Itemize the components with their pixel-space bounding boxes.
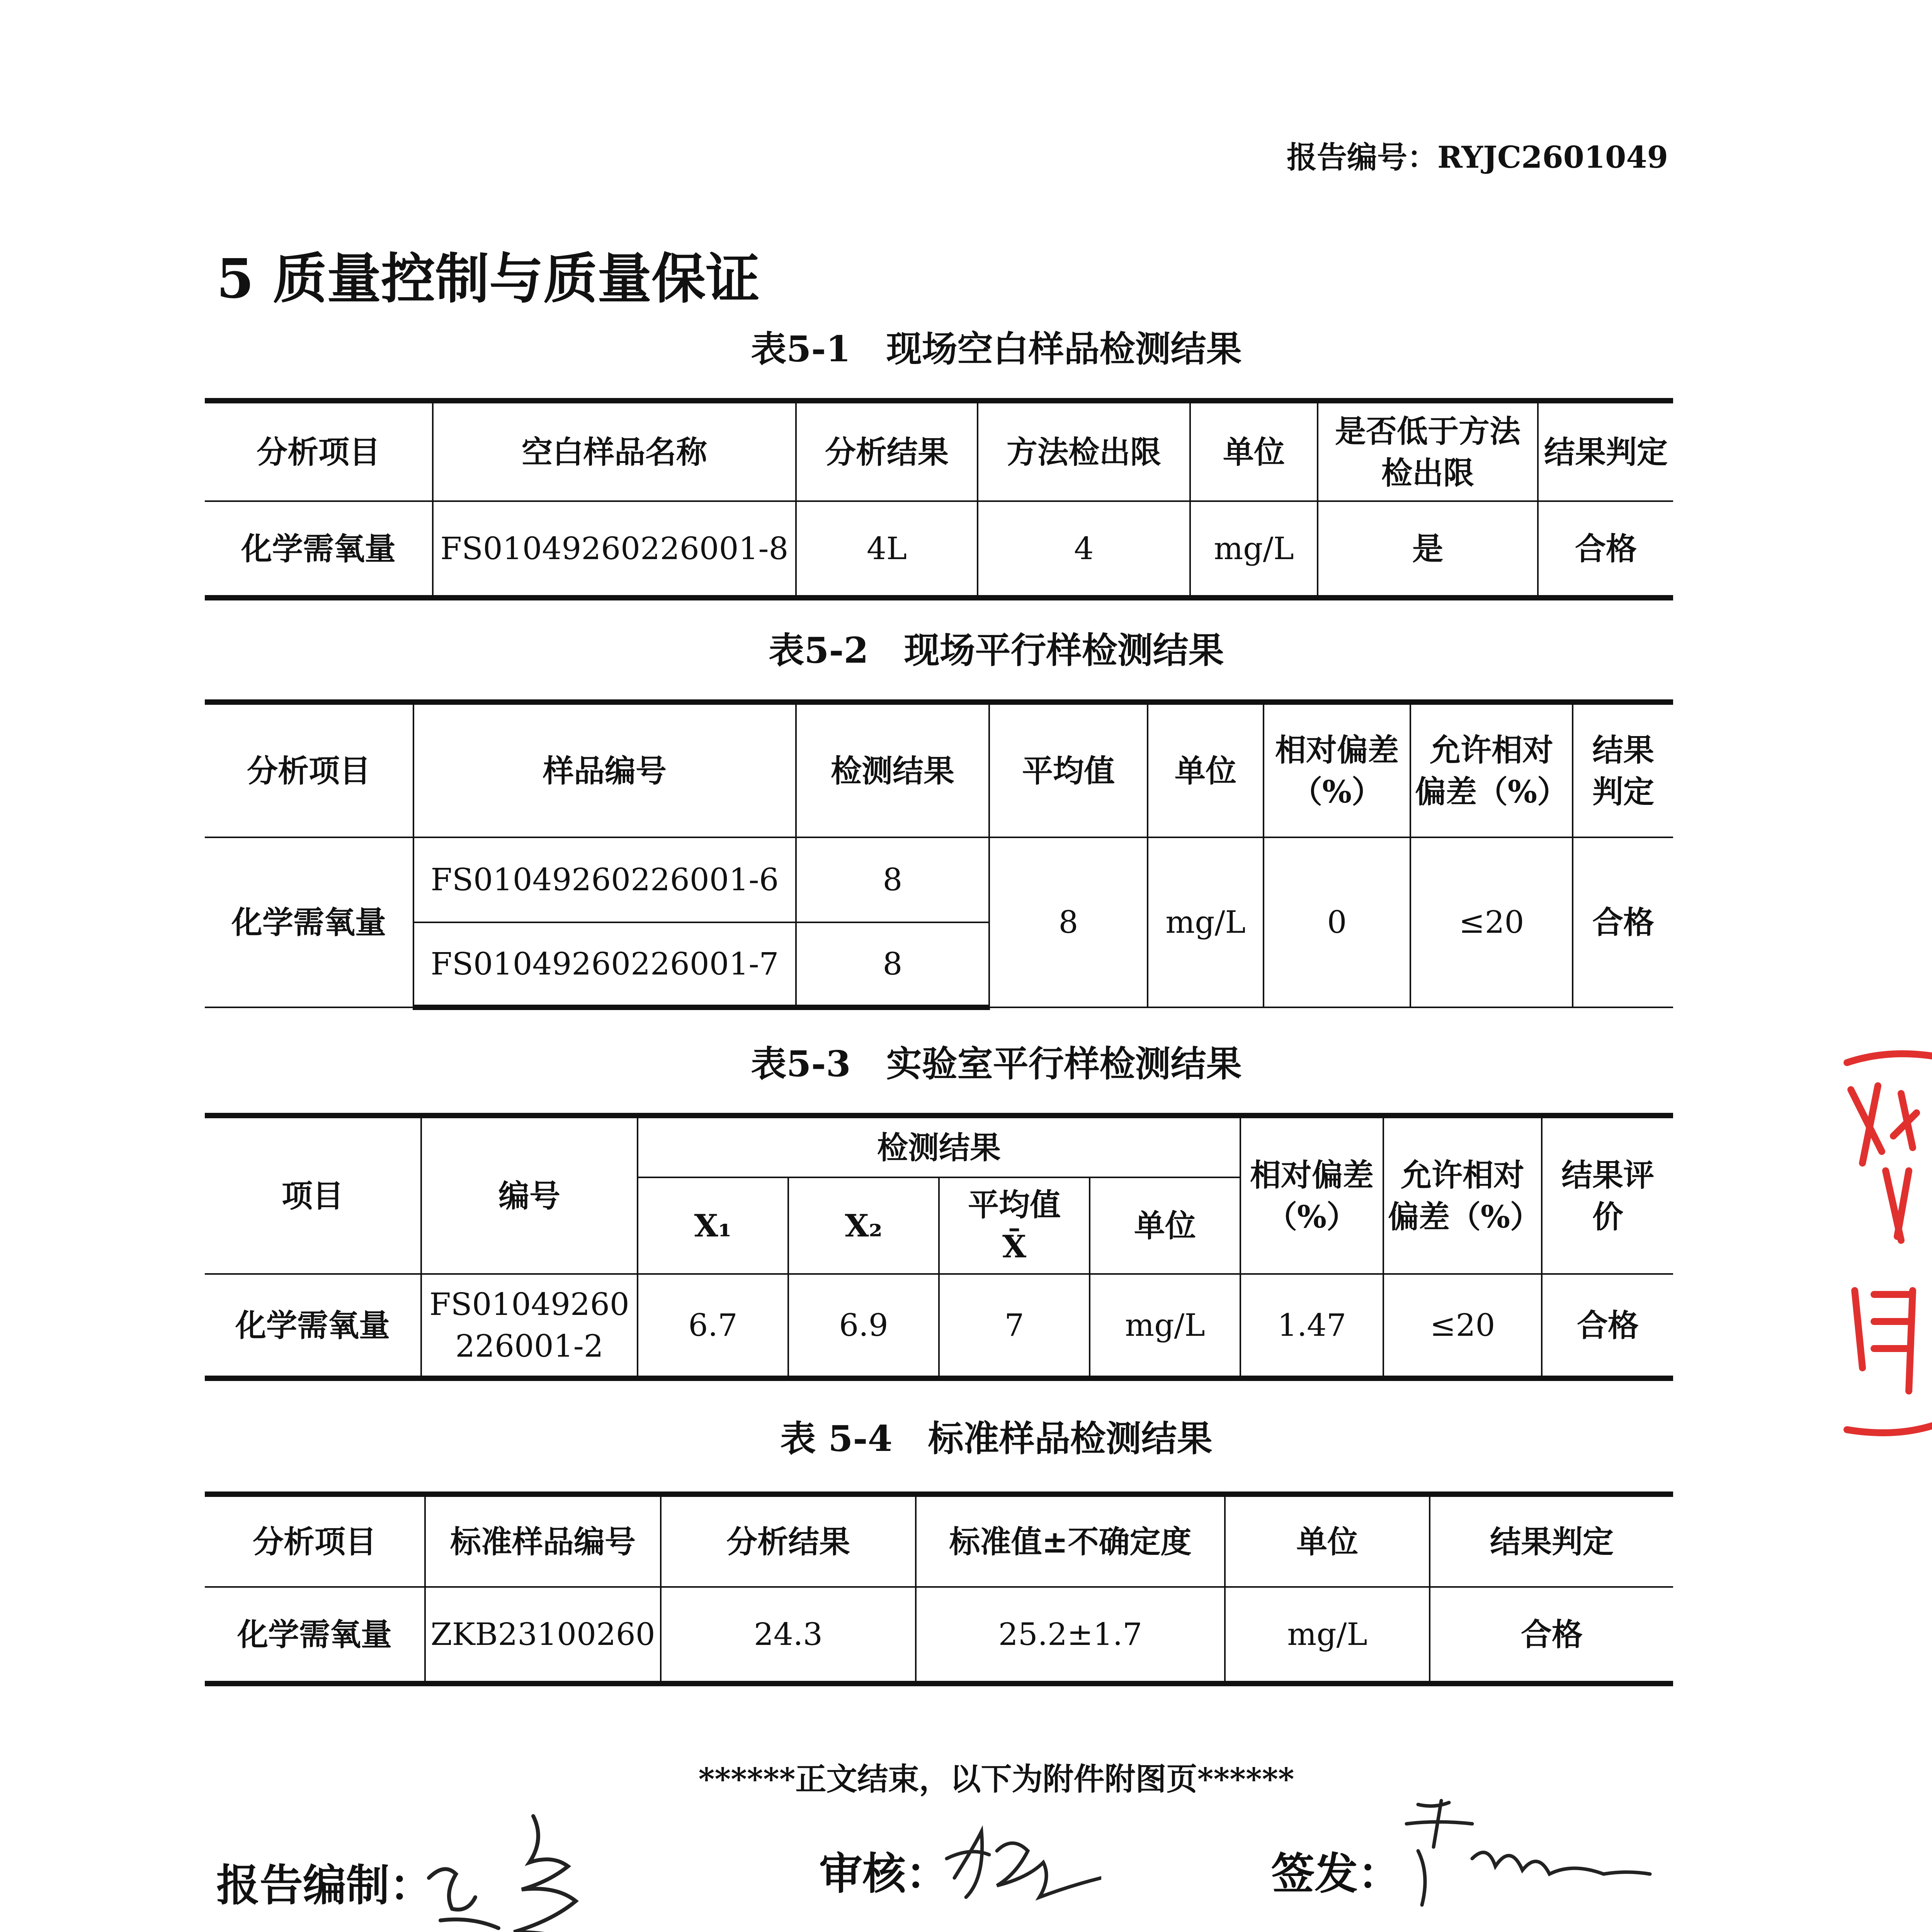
table1-cell: 4 — [978, 501, 1190, 598]
table-row — [205, 1274, 1673, 1378]
table4-header: 分析项目 — [205, 1494, 425, 1587]
reviewer-signature — [939, 1816, 1101, 1909]
table1-cell: 化学需氧量 — [205, 501, 433, 598]
table2-judgement: 合格 — [1573, 837, 1673, 1007]
table2-header: 检测结果 — [796, 702, 989, 837]
table-standard-sample — [205, 1492, 1673, 1686]
table3-code-line1: FS01049260 — [429, 1286, 629, 1322]
table-field-parallel — [205, 699, 1673, 1010]
table2-header-row — [205, 702, 1673, 837]
table4-caption: 表 5-4 标准样品检测结果 — [780, 1418, 1213, 1459]
table1-cell: 合格 — [1538, 501, 1673, 598]
table3-x1: 6.7 — [638, 1274, 788, 1378]
table4-header: 标准样品编号 — [425, 1494, 661, 1587]
table2-item: 化学需氧量 — [205, 837, 413, 1007]
table4-cell: 化学需氧量 — [205, 1587, 425, 1684]
compiler-signature — [417, 1793, 634, 1932]
table1-caption: 表5-1 现场空白样品检测结果 — [751, 328, 1242, 370]
table3-header-x2: X₂ — [788, 1177, 939, 1274]
section-title: 5 质量控制与质量保证 — [216, 247, 760, 311]
table1-header-row — [205, 401, 1673, 501]
table4-header-row — [205, 1494, 1673, 1587]
table2-relative-deviation: 0 — [1264, 837, 1410, 1007]
table2-header: 允许相对偏差（%） — [1410, 702, 1573, 837]
table1-header: 分析项目 — [205, 401, 433, 501]
table3-rel-dev: 1.47 — [1240, 1274, 1383, 1378]
red-seal-stamp — [1816, 1043, 1932, 1449]
table1-cell: FS01049260226001-8 — [433, 501, 796, 598]
table1-cell: mg/L — [1190, 501, 1318, 598]
table3-x2: 6.9 — [788, 1274, 939, 1378]
table1-header: 分析结果 — [796, 401, 978, 501]
table3-header-allowed: 允许相对偏差（%） — [1383, 1116, 1542, 1274]
table4-cell: mg/L — [1225, 1587, 1430, 1684]
table2-sample-result: 8 — [796, 837, 989, 922]
table-blank-sample — [205, 398, 1673, 600]
table3-code-line2: 226001-2 — [455, 1328, 604, 1364]
table4-header: 单位 — [1225, 1494, 1430, 1587]
table2-header: 分析项目 — [205, 702, 413, 837]
table3-unit: mg/L — [1090, 1274, 1240, 1378]
issuer-signature — [1383, 1793, 1662, 1924]
table3-header-x1: X₁ — [638, 1177, 788, 1274]
table2-header: 相对偏差（%） — [1264, 702, 1410, 837]
table-row — [205, 837, 1673, 922]
table4-header: 结果判定 — [1430, 1494, 1673, 1587]
table2-header: 结果判定 — [1573, 702, 1673, 837]
table3-caption: 表5-3 实验室平行样检测结果 — [751, 1043, 1242, 1085]
table2-header: 样品编号 — [413, 702, 796, 837]
table2-caption: 表5-2 现场平行样检测结果 — [769, 629, 1224, 671]
table2-average: 8 — [989, 837, 1148, 1007]
table2-sample-id: FS01049260226001-6 — [413, 837, 796, 922]
table2-unit: mg/L — [1148, 837, 1264, 1007]
table3-header-avg-symbol: X̄ — [1002, 1228, 1027, 1265]
table3-header-avg-label: 平均值 — [968, 1187, 1061, 1223]
table1-header: 空白样品名称 — [433, 401, 796, 501]
table2-sample-id: FS01049260226001-7 — [413, 922, 796, 1007]
table3-header-group: 检测结果 — [638, 1116, 1240, 1177]
end-note: ******正文结束，以下为附件附图页****** — [698, 1761, 1294, 1797]
table4-cell: 25.2±1.7 — [916, 1587, 1225, 1684]
table3-header-avg — [939, 1177, 1090, 1274]
compiler-label: 报告编制： — [216, 1860, 433, 1911]
table3-header-eval: 结果评价 — [1542, 1116, 1673, 1274]
table-row — [205, 1587, 1673, 1684]
table-row — [205, 501, 1673, 598]
table2-allowed-deviation: ≤20 — [1410, 837, 1573, 1007]
table4-header: 标准值±不确定度 — [916, 1494, 1225, 1587]
table3-avg: 7 — [939, 1274, 1090, 1378]
table3-header-code: 编号 — [421, 1116, 638, 1274]
table4-cell: ZKB23100260 — [425, 1587, 661, 1684]
table3-header-row — [205, 1116, 1673, 1177]
table3-eval: 合格 — [1542, 1274, 1673, 1378]
table4-cell: 24.3 — [661, 1587, 916, 1684]
table2-header: 单位 — [1148, 702, 1264, 837]
reviewer-label: 审核： — [819, 1849, 949, 1899]
report-number: 报告编号：RYJC2601049 — [1287, 140, 1668, 175]
table3-header-rel-dev: 相对偏差（%） — [1240, 1116, 1383, 1274]
table3-allowed: ≤20 — [1383, 1274, 1542, 1378]
table1-header: 单位 — [1190, 401, 1318, 501]
table-lab-parallel — [205, 1113, 1673, 1381]
table1-header: 方法检出限 — [978, 401, 1190, 501]
table1-cell: 4L — [796, 501, 978, 598]
table3-header-unit: 单位 — [1090, 1177, 1240, 1274]
table2-sample-result: 8 — [796, 922, 989, 1007]
table4-cell: 合格 — [1430, 1587, 1673, 1684]
table3-item: 化学需氧量 — [205, 1274, 421, 1378]
table1-cell: 是 — [1318, 501, 1538, 598]
issuer-label: 签发： — [1271, 1849, 1401, 1899]
table3-header-item: 项目 — [205, 1116, 421, 1274]
table1-header: 是否低于方法检出限 — [1318, 401, 1538, 501]
table3-code — [421, 1274, 638, 1378]
table1-header: 结果判定 — [1538, 401, 1673, 501]
table4-header: 分析结果 — [661, 1494, 916, 1587]
table2-header: 平均值 — [989, 702, 1148, 837]
